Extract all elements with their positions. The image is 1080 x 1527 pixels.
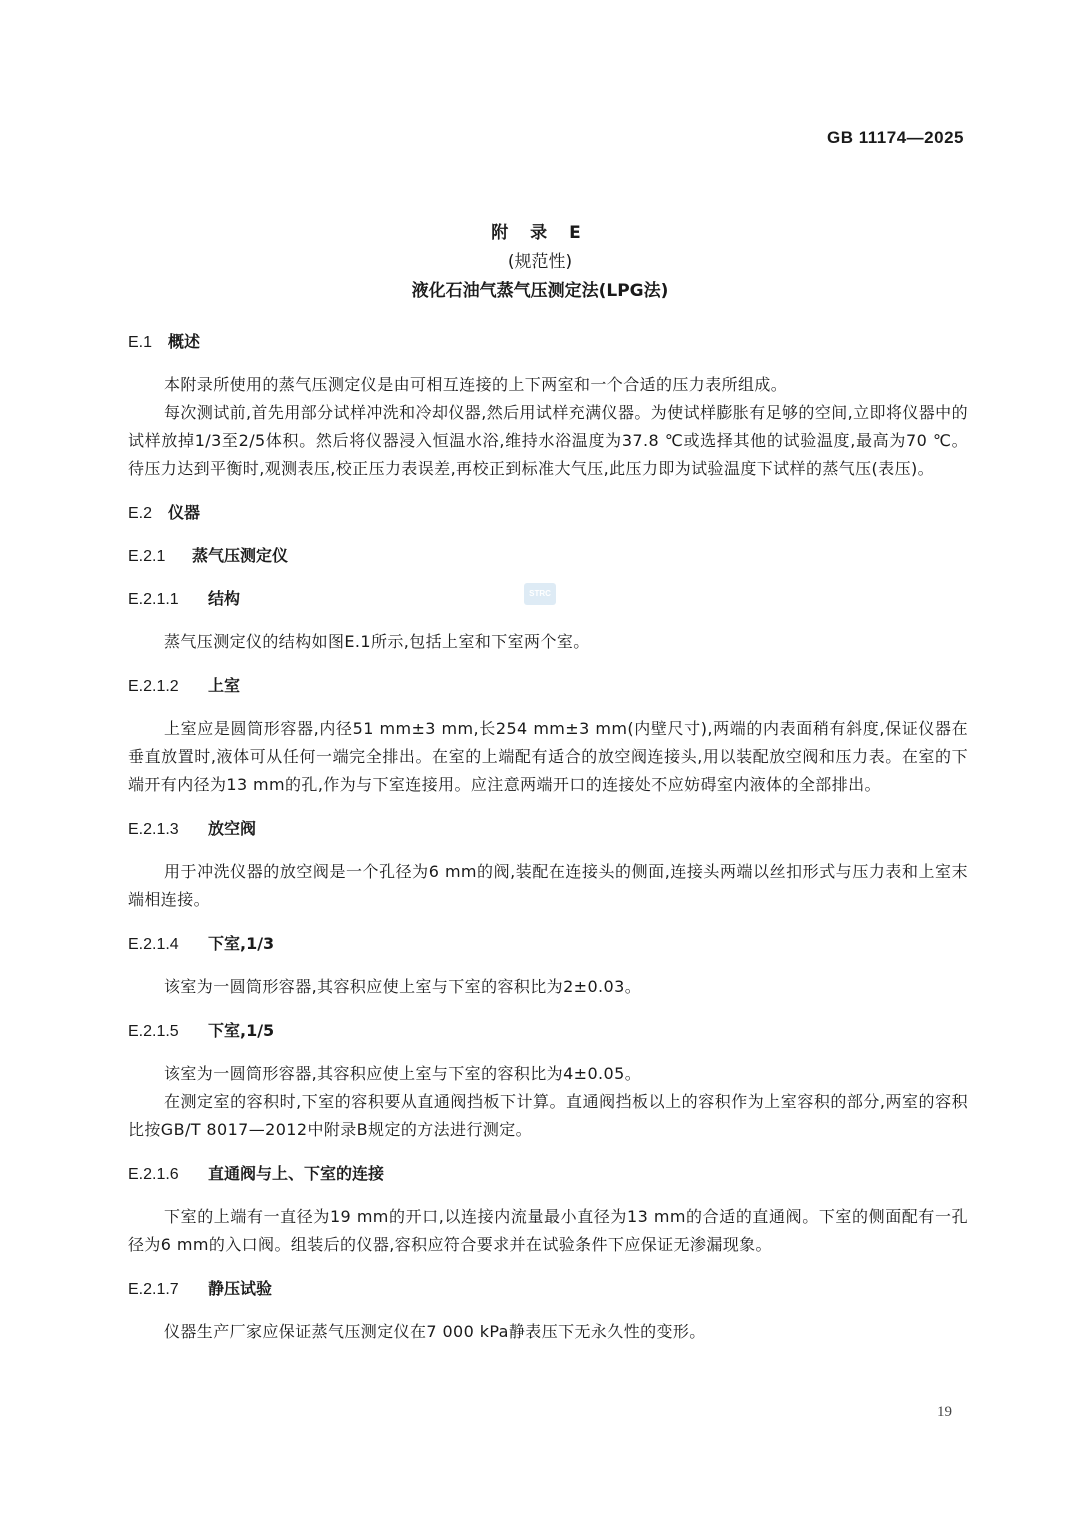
paragraph: 仪器生产厂家应保证蒸气压测定仪在7 000 kPa静表压下无永久性的变形。	[164, 1322, 706, 1341]
subsection-heading	[128, 1019, 968, 1044]
paragraph: 蒸气压测定仪的结构如图E.1所示,包括上室和下室两个室。	[164, 632, 590, 651]
subsection-heading	[128, 1277, 968, 1302]
paragraph: 在测定室的容积时,下室的容积要从直通阀挡板下计算。直通阀挡板以上的容积作为上室容积的部分,两室的容积比按GB/T 8017—2012中附录B规定的方法进行测定。	[128, 1092, 968, 1139]
watermark-logo: STRC	[524, 583, 556, 605]
section-number: E.2	[128, 505, 153, 522]
annex-title: 附 录 E	[491, 223, 589, 243]
section-number: E.2.1.2	[128, 678, 179, 695]
paragraph: 上室应是圆筒形容器,内径51 mm±3 mm,长254 mm±3 mm(内壁尺寸),两端的内表面稍有斜度,保证仪器在垂直放置时,液体可从任何一端完全排出。在室的上端配有适合的放空阀连接头,用以装配放空阀和压力表。在室的下端开有内径为13 mm的孔,作为与下室连接用。应注意两端开口的连接处不应妨碍室内液体的全部排出。	[128, 719, 968, 794]
paragraph: 本附录所使用的蒸气压测定仪是由可相互连接的上下两室和一个合适的压力表所组成。	[164, 375, 788, 394]
section-number: E.2.1.5	[128, 1023, 179, 1040]
section-title: 下室,1/5	[208, 1021, 275, 1040]
subsection-heading	[128, 674, 968, 699]
paragraph: 该室为一圆筒形容器,其容积应使上室与下室的容积比为2±0.03。	[164, 977, 642, 996]
section-title: 放空阀	[208, 819, 257, 838]
page-number: 19	[937, 1404, 952, 1420]
standard-number: GB 11174—2025	[827, 128, 964, 147]
section-title: 静压试验	[208, 1279, 273, 1298]
section-title: 概述	[168, 332, 201, 351]
section-number: E.2.1.4	[128, 936, 179, 953]
annex-type: (规范性)	[507, 252, 573, 272]
section-number: E.2.1.1	[128, 591, 179, 608]
section-title: 蒸气压测定仪	[192, 546, 289, 565]
section-title: 下室,1/3	[208, 934, 275, 953]
subsection-heading	[128, 817, 968, 842]
section-number: E.2.1	[128, 548, 166, 565]
annex-name: 液化石油气蒸气压测定法(LPG法)	[411, 281, 669, 301]
paragraph: 该室为一圆筒形容器,其容积应使上室与下室的容积比为4±0.05。	[164, 1064, 642, 1083]
section-number: E.2.1.3	[128, 821, 179, 838]
subsection-heading	[128, 544, 968, 569]
section-heading	[128, 501, 968, 526]
section-number: E.1	[128, 334, 153, 351]
section-title: 结构	[208, 589, 241, 608]
subsection-heading	[128, 932, 968, 957]
document-body	[128, 330, 968, 1346]
subsection-heading	[128, 1162, 968, 1187]
section-title: 直通阀与上、下室的连接	[208, 1164, 385, 1183]
section-heading	[128, 330, 968, 355]
paragraph: 每次测试前,首先用部分试样冲洗和冷却仪器,然后用试样充满仪器。为使试样膨胀有足够的空间,立即将仪器中的试样放掉1/3至2/5体积。然后将仪器浸入恒温水浴,维持水浴温度为37.8 ℃或选择其他的试验温度,最高为70 ℃。待压力达到平衡时,观测表压,校正压力表误差,再校正到标准大气压,此压力即为试验温度下试样的蒸气压(表压)。	[128, 403, 968, 478]
section-number: E.2.1.7	[128, 1281, 179, 1298]
section-number: E.2.1.6	[128, 1166, 179, 1183]
paragraph: 下室的上端有一直径为19 mm的开口,以连接内流量最小直径为13 mm的合适的直通阀。下室的侧面配有一孔径为6 mm的入口阀。组装后的仪器,容积应符合要求并在试验条件下应保证无渗漏现象。	[128, 1207, 968, 1254]
section-title: 上室	[208, 676, 241, 695]
paragraph: 用于冲洗仪器的放空阀是一个孔径为6 mm的阀,装配在连接头的侧面,连接头两端以丝扣形式与压力表和上室末端相连接。	[128, 862, 968, 909]
section-title: 仪器	[168, 503, 201, 522]
annex-heading	[0, 220, 1080, 307]
